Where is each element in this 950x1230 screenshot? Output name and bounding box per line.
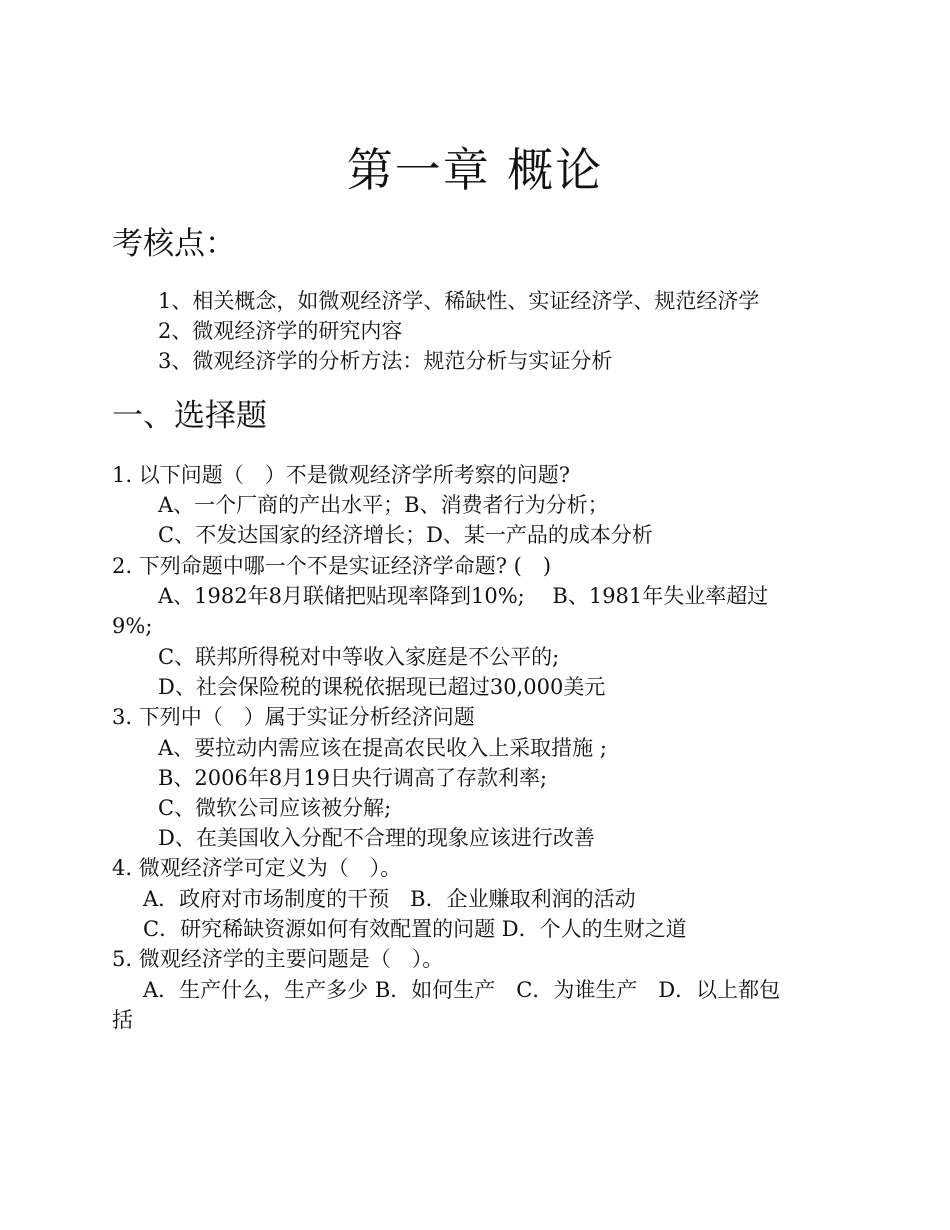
question-option-line: B、2006年8月19日央行调高了存款利率; xyxy=(158,766,548,790)
question-stem: 5. 微观经济学的主要问题是（ ）。 xyxy=(112,947,444,971)
question-option-line: A、要拉动内需应该在提高农民收入上采取措施 ; xyxy=(158,736,607,760)
question-option-line: A．政府对市场制度的干预 B．企业赚取利润的活动 xyxy=(143,887,636,911)
question-option-line: C、微软公司应该被分解; xyxy=(158,796,392,820)
assessment-item: 3、微观经济学的分析方法：规范分析与实证分析 xyxy=(158,349,613,373)
question-option-line: D、社会保险税的课税依据现已超过30,000美元 xyxy=(158,675,606,699)
question-option-line: A、1982年8月联储把贴现率降到10%; B、1981年失业率超过 xyxy=(158,584,769,608)
question-stem: 1. 以下问题（ ）不是微观经济学所考察的问题? xyxy=(112,463,570,487)
section-heading-multiple-choice: 一、选择题 xyxy=(112,398,267,434)
question-option-continuation: 9%; xyxy=(112,614,153,638)
assessment-item: 1、相关概念，如微观经济学、稀缺性、实证经济学、规范经济学 xyxy=(158,289,760,313)
question-stem: 3. 下列中（ ）属于实证分析经济问题 xyxy=(112,705,475,729)
question-stem: 2. 下列命题中哪一个不是实证经济学命题? ( ) xyxy=(112,554,552,578)
question-option-line: A．生产什么，生产多少 B．如何生产 C．为谁生产 D．以上都包 xyxy=(143,978,781,1002)
question-stem: 4. 微观经济学可定义为（ ）。 xyxy=(112,856,402,880)
question-option-line: D、在美国收入分配不合理的现象应该进行改善 xyxy=(158,826,595,850)
assessment-heading: 考核点： xyxy=(112,226,236,262)
assessment-item: 2、微观经济学的研究内容 xyxy=(158,319,403,343)
question-option-line: C．研究稀缺资源如何有效配置的问题 D．个人的生财之道 xyxy=(143,917,687,941)
question-option-continuation: 括 xyxy=(112,1008,133,1032)
question-option-line: C、联邦所得税对中等收入家庭是不公平的; xyxy=(158,645,560,669)
question-option-line: C、不发达国家的经济增长；D、某一产品的成本分析 xyxy=(158,523,653,547)
chapter-title: 第一章 概论 xyxy=(346,143,604,197)
question-option-line: A、一个厂商的产出水平；B、消费者行为分析； xyxy=(158,493,609,517)
